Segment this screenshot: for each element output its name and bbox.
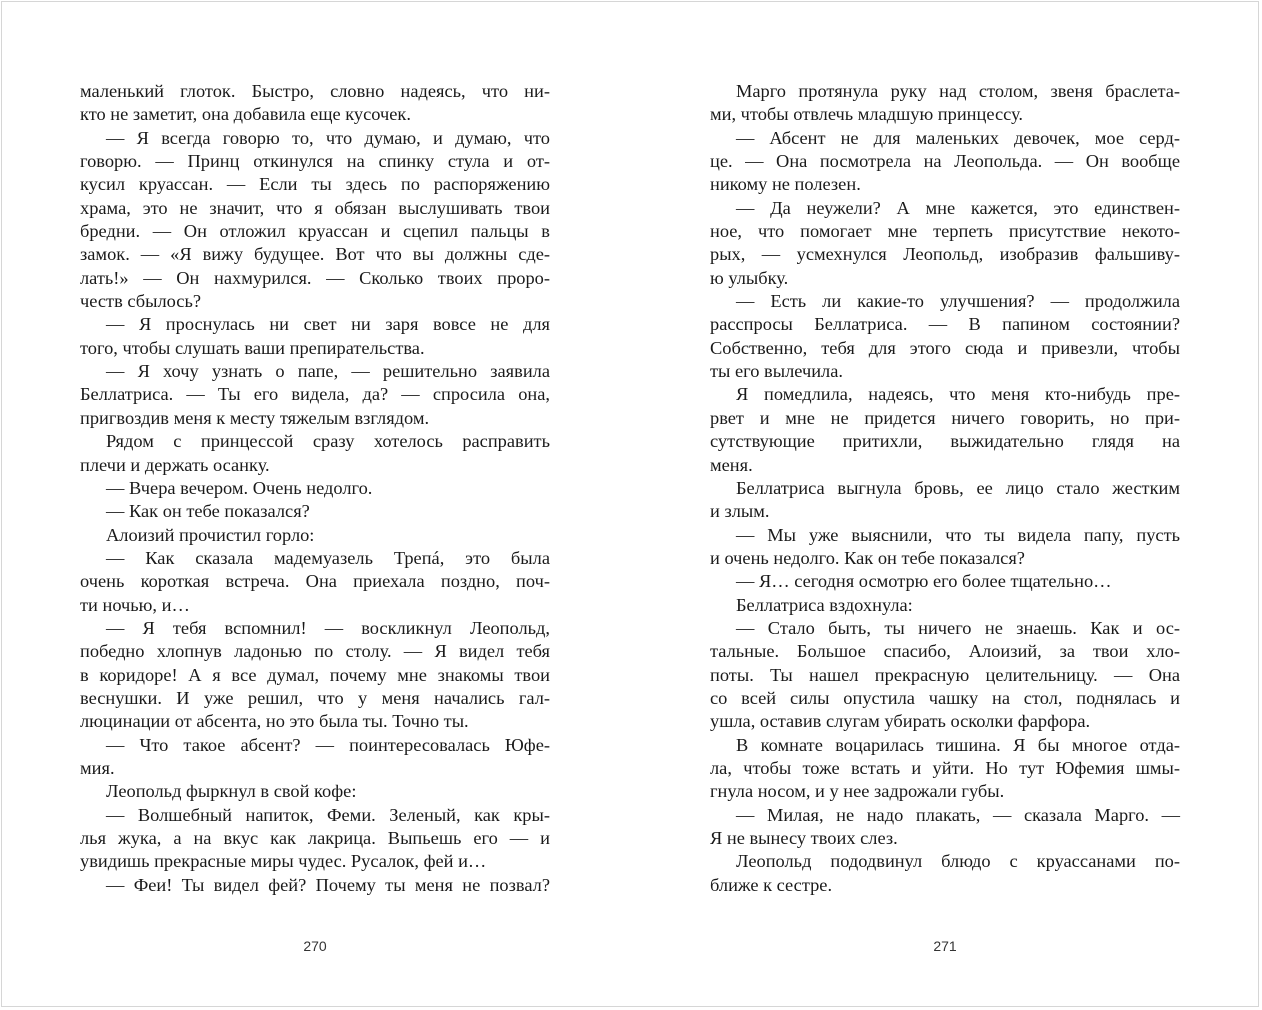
text-line: Я не вынесу твоих слез. bbox=[710, 828, 898, 848]
text-line: Беллатриса вздохнула: bbox=[736, 594, 913, 615]
text-line: ближе к сестре. bbox=[710, 874, 833, 895]
text-line: рвет и мне не придется ничего говорить, но при- bbox=[710, 407, 1180, 428]
page-number-left: 270 bbox=[303, 938, 327, 954]
text-line: — Да неужели? А мне кажется, это единствен- bbox=[736, 197, 1180, 218]
text-line: того, чтобы слушать ваши препирательства. bbox=[80, 337, 425, 358]
text-line: мия. bbox=[80, 757, 115, 778]
text-line: и злым. bbox=[710, 501, 770, 522]
left-page bbox=[80, 80, 550, 897]
text-line: и очень недолго. Как он тебе показался? bbox=[710, 547, 1025, 568]
text-line: — Я тебя вспомнил! — воскликнул Леопольд, bbox=[106, 617, 550, 638]
text-line: — Я… сегодня осмотрю его более тщательно… bbox=[736, 571, 1112, 592]
text-line: победно хлопнув ладонью по столу. — Я видел тебя bbox=[80, 641, 550, 662]
text-line: ти ночью, и… bbox=[80, 594, 190, 615]
text-line: — Я всегда говорю то, что думаю, и думаю, что bbox=[106, 127, 550, 148]
text-line: никому не полезен. bbox=[710, 174, 861, 195]
text-line: — Абсент не для маленьких девочек, мое серд- bbox=[736, 127, 1180, 148]
text-line: замок. — «Я вижу будущее. Вот что вы должны сде- bbox=[80, 244, 550, 265]
text-line: расспросы Беллатриса. — В папином состоянии? bbox=[710, 314, 1180, 335]
page-number-right: 271 bbox=[933, 938, 957, 954]
text-line: — Как он тебе показался? bbox=[106, 501, 310, 522]
text-line: — Что такое абсент? — поинтересовалась Юфе- bbox=[106, 734, 550, 755]
text-line: веснушки. И уже решил, что у меня начались гал- bbox=[80, 687, 550, 708]
text-line: це. — Она посмотрела на Леопольда. — Он вообще bbox=[710, 151, 1180, 172]
text-line: пригвоздив меня к месту тяжелым взглядом. bbox=[80, 407, 430, 428]
text-line: сутствующие притихли, выжидательно глядя на bbox=[710, 431, 1180, 452]
text-line: кусил круассан. — Если ты здесь по распоряжению bbox=[80, 174, 550, 195]
text-line: — Я хочу узнать о папе, — решительно заявила bbox=[106, 361, 550, 382]
text-line: увидишь прекрасные миры чудес. Русалок, фей и… bbox=[80, 851, 487, 872]
text-line: — Есть ли какие-то улучшения? — продолжила bbox=[736, 291, 1180, 312]
text-line: Леопольд фыркнул в свой кофе: bbox=[106, 781, 357, 802]
text-line: — Феи! Ты видел фей? Почему ты меня не позвал? bbox=[106, 874, 550, 895]
text-line: тальные. Большое спасибо, Алоизий, за твои хло- bbox=[710, 641, 1180, 662]
text-line: ла, чтобы тоже встать и уйти. Но тут Юфемия шмы- bbox=[710, 757, 1180, 778]
text-line: — Стало быть, ты ничего не знаешь. Как и ос- bbox=[736, 617, 1180, 638]
text-line: Алоизий прочистил горло: bbox=[106, 524, 315, 545]
text-line: — Волшебный напиток, Феми. Зеленый, как кры- bbox=[106, 804, 550, 825]
text-line: в коридоре! А я все думал, почему мне знакомы твои bbox=[80, 664, 550, 685]
text-line: лать!» — Он нахмурился. — Сколько твоих проро- bbox=[80, 267, 550, 288]
text-line: Собственно, тебя для этого сюда и привезли, чтобы bbox=[710, 337, 1180, 358]
text-line: люцинации от абсента, но это была ты. Точно ты. bbox=[80, 711, 469, 732]
text-line: Беллатриса выгнула бровь, ее лицо стало жестким bbox=[736, 477, 1180, 498]
text-line: Беллатриса. — Ты его видела, да? — спросила она, bbox=[80, 384, 550, 405]
text-line: — Я проснулась ни свет ни заря вовсе не для bbox=[106, 314, 550, 335]
text-line: плечи и держать осанку. bbox=[80, 454, 270, 475]
text-line: со всей силы опустила чашку на стол, поднялась и bbox=[710, 687, 1180, 708]
text-line: гнула носом, и у нее задрожали губы. bbox=[710, 781, 1005, 802]
text-line: — Милая, не надо плакать, — сказала Марго. — bbox=[736, 804, 1180, 825]
text-line: ми, чтобы отвлечь младшую принцессу. bbox=[710, 104, 1024, 125]
text-line: — Вчера вечером. Очень недолго. bbox=[106, 477, 373, 498]
text-line: бредни. — Он отложил круассан и сцепил пальцы в bbox=[80, 221, 550, 242]
text-line: говорю. — Принц откинулся на спинку стула и от- bbox=[80, 151, 550, 172]
right-page bbox=[710, 80, 1180, 897]
text-line: маленький глоток. Быстро, словно надеясь, что ни- bbox=[80, 81, 550, 101]
text-line: рых, — усмехнулся Леопольд, изобразив фальшиву- bbox=[710, 244, 1180, 265]
text-line: очень короткая встреча. Она приехала поздно, поч- bbox=[80, 571, 550, 592]
text-line: меня. bbox=[710, 454, 753, 475]
text-line: Леопольд пододвинул блюдо с круассанами по- bbox=[736, 851, 1180, 872]
text-line: храма, это не значит, что я обязан выслушивать твои bbox=[80, 197, 550, 218]
text-line: Я помедлила, надеясь, что меня кто-нибудь пре- bbox=[736, 384, 1180, 405]
text-line: В комнате воцарилась тишина. Я бы многое отда- bbox=[736, 734, 1180, 755]
text-line: ю улыбку. bbox=[710, 267, 789, 288]
text-line: ты его вылечила. bbox=[710, 361, 843, 382]
text-line: ное, что помогает мне терпеть присутствие некото- bbox=[710, 221, 1180, 242]
text-line: Марго протянула руку над столом, звеня браслета- bbox=[736, 81, 1180, 101]
text-line: ушла, оставив слугам убирать осколки фарфора. bbox=[710, 711, 1091, 732]
text-line: кто не заметит, она добавила еще кусочек. bbox=[80, 104, 411, 125]
text-line: Рядом с принцессой сразу хотелось расправить bbox=[106, 431, 550, 452]
text-line: поты. Ты нашел прекрасную целительницу. — Она bbox=[710, 664, 1180, 685]
text-line: — Мы уже выяснили, что ты видела папу, пусть bbox=[736, 524, 1180, 545]
text-line: — Как сказала мадемуазель Трепá, это была bbox=[106, 547, 550, 568]
text-line: честв сбылось? bbox=[80, 291, 201, 312]
text-line: лья жука, а на вкус как лакрица. Выпьешь его — и bbox=[80, 828, 550, 848]
